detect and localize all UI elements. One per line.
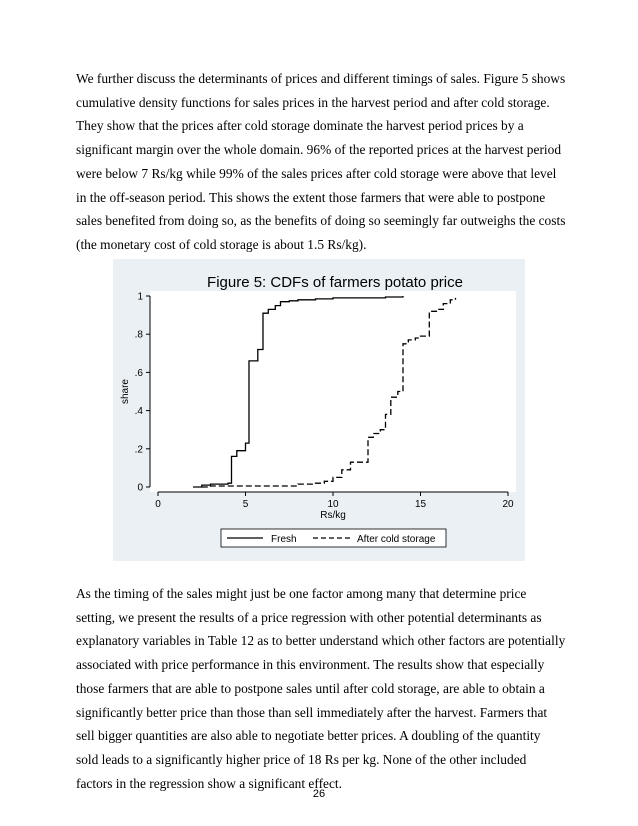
x-tick-label: 15 bbox=[414, 499, 427, 510]
chart-title: Figure 5: CDFs of farmers potato price bbox=[207, 274, 463, 291]
legend-label-after-cold-storage: After cold storage bbox=[357, 534, 436, 545]
x-tick-label: 0 bbox=[155, 499, 161, 510]
cdf-chart bbox=[113, 259, 525, 561]
x-tick-label: 5 bbox=[242, 499, 249, 510]
x-tick-label: 10 bbox=[327, 499, 339, 510]
y-tick-label: 0 bbox=[137, 482, 143, 494]
y-tick-label: .2 bbox=[134, 444, 143, 456]
y-tick-label: .6 bbox=[134, 367, 143, 379]
body-paragraph: We further discuss the determinants of prices and different timings of sales. Figure 5 shows cumulative density functions for sales prices in the harvest period and after cold storage. They show that the prices after cold storage dominate the harvest period prices by a significant margin over the whole domain. 96% of the reported prices at the harvest period were below 7 Rs/kg while 99% of the sales prices after cold storage were above that level in the off-season period. This shows the extent those farmers that were able to postpone sales benefited from doing so, as the benefits of doing so seemingly far outweighs the costs (the monetary cost of cold storage is about 1.5 Rs/kg). bbox=[76, 71, 566, 252]
legend bbox=[221, 529, 446, 547]
y-tick-label: .4 bbox=[134, 406, 143, 418]
legend-label-fresh: Fresh bbox=[271, 534, 297, 545]
y-tick-label: 1 bbox=[137, 291, 143, 303]
x-tick-label: 20 bbox=[502, 499, 514, 510]
page-number: 26 bbox=[312, 788, 326, 800]
y-tick-label: .8 bbox=[134, 329, 143, 341]
plot-region bbox=[150, 291, 516, 492]
body-paragraph-2: As the timing of the sales might just be one factor among many that determine price setting, we present the results of a price regression with other potential determinants as explanatory variables in Table 12 as to better understand which other factors are potentially associated with price performance in this environment. The results show that especially those farmers that are able to postpone sales until after cold storage, are able to obtain a significantly better price than those than sell immediately after the harvest. Farmers that sell bigger quantities are also able to negotiate better prices. A doubling of the quantity sold leads to a significantly higher price of 18 Rs per kg. None of the other included factors in the regression show a significant effect. bbox=[76, 586, 566, 791]
x-axis-label: Rs/kg bbox=[320, 510, 346, 521]
y-axis-label: share bbox=[120, 378, 131, 405]
